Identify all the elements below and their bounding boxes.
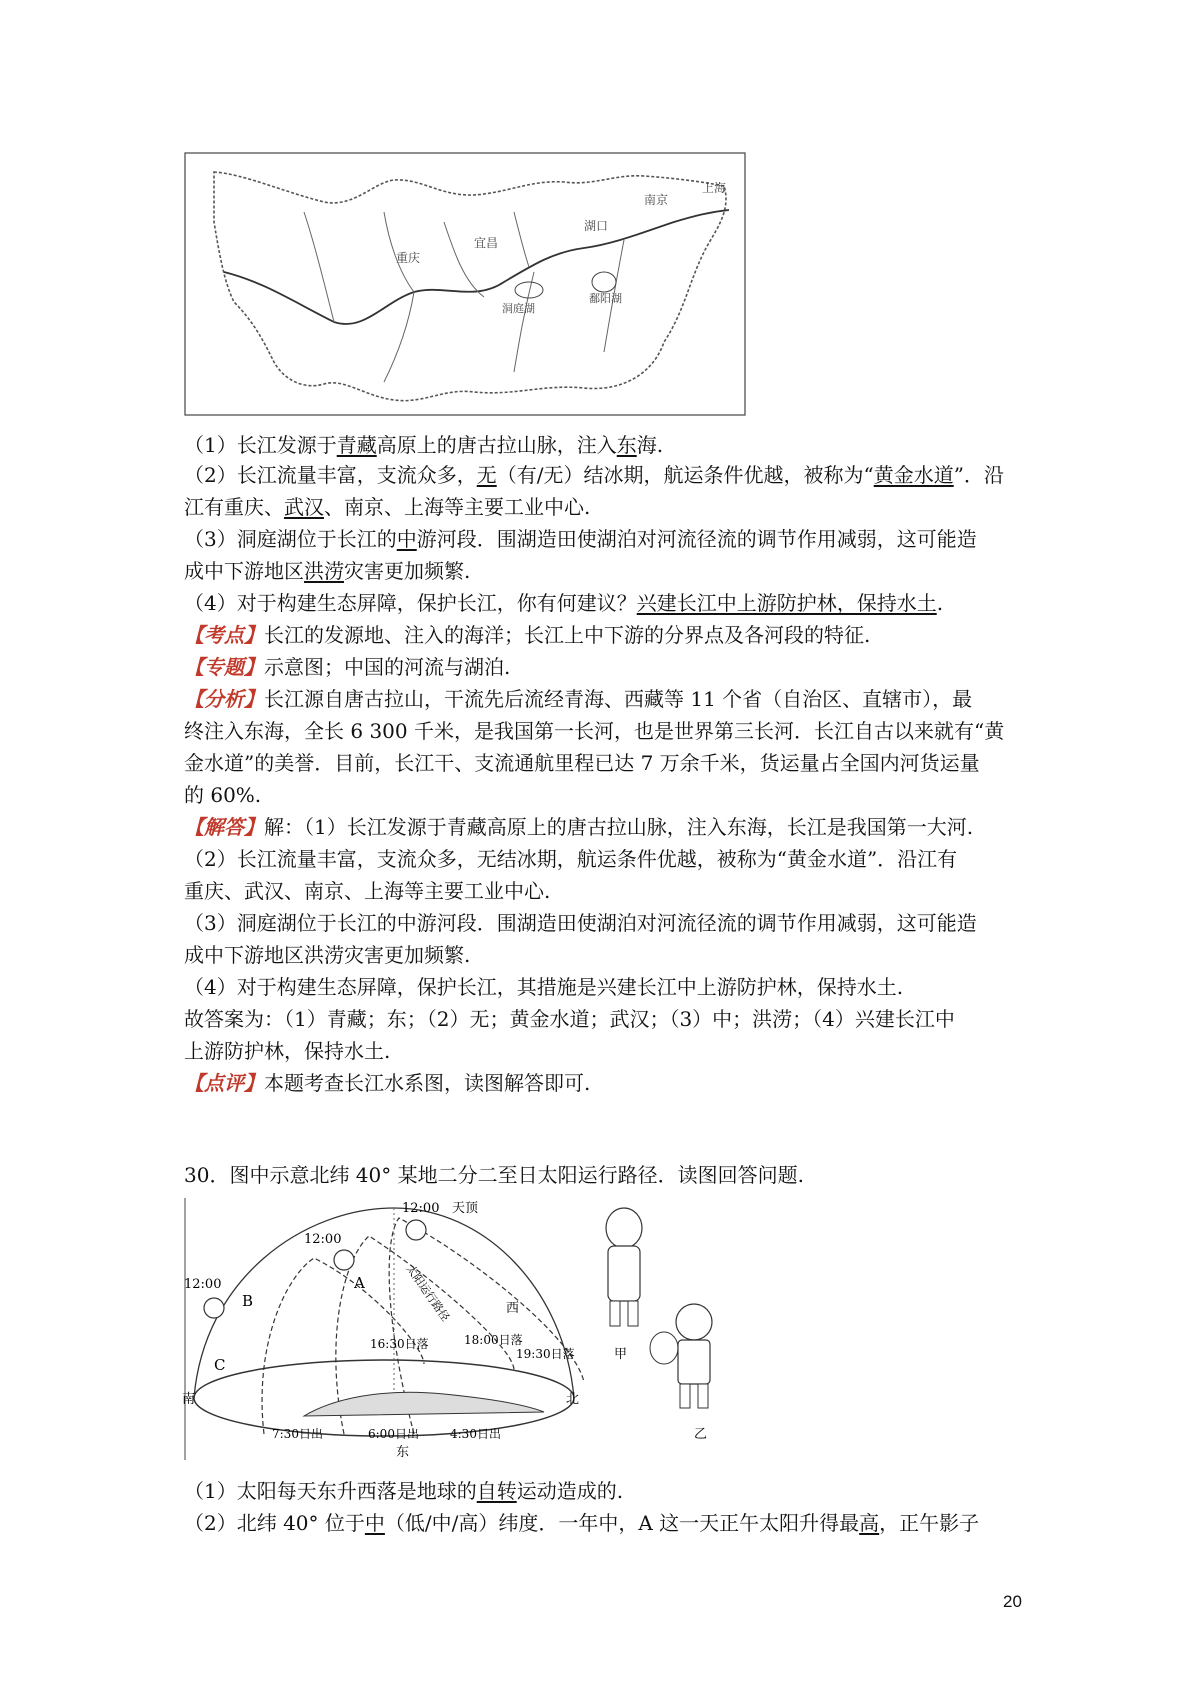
label-nanjing: 南京 [644, 193, 669, 207]
label-shanghai: 上海 [702, 181, 727, 195]
jieda-line: 重庆、武汉、南京、上海等主要工业中心. [184, 879, 551, 903]
sunrise-label: 6:00日出 [368, 1427, 419, 1441]
person-a-figure [606, 1208, 642, 1326]
sun-icon [334, 1250, 354, 1270]
label-dongting: 洞庭湖 [502, 302, 535, 315]
jieda-section: 【解答】解：（1）长江发源于青藏高原上的唐古拉山脉，注入东海，长江是我国第一大河. [184, 815, 974, 839]
q30-part2: （2）北纬 40° 位于中（低/中/高）纬度．一年中，A 这一天正午太阳升得最高，正午影子 [184, 1511, 980, 1535]
person-b-label: 乙 [694, 1427, 708, 1442]
fenxi-tag: 【分析】 [184, 687, 264, 711]
west-label: 西 [506, 1301, 520, 1316]
noon-time-label: 12:00 [402, 1201, 440, 1216]
jieda-line: （3）洞庭湖位于长江的中游河段．围湖造田使湖泊对河流径流的调节作用减弱，这可能造 [184, 911, 977, 935]
page-number: 20 [1003, 1592, 1022, 1611]
sun-path-figure [184, 1198, 1004, 1464]
east-label: 东 [396, 1445, 410, 1460]
q29-part4: （4）对于构建生态屏障，保护长江，你有何建议？兴建长江中上游防护林，保持水土. [184, 591, 944, 615]
person-a-label: 甲 [614, 1347, 628, 1362]
noon-time-label: 12:00 [184, 1277, 222, 1292]
letter-a: A [354, 1274, 365, 1292]
answer-blank: 青藏 [336, 433, 377, 457]
label-chongqing: 重庆 [396, 251, 421, 265]
label-yichang: 宜昌 [474, 236, 499, 250]
answer-blank: 高 [859, 1511, 880, 1535]
label-hukou: 湖口 [584, 219, 609, 233]
sun-icon [204, 1298, 224, 1318]
south-label: 南 [182, 1392, 196, 1407]
label-poyang: 鄱阳湖 [589, 292, 622, 305]
letter-c: C [214, 1356, 226, 1374]
jieda-line: （4）对于构建生态屏障，保护长江，其措施是兴建长江中上游防护林，保持水土. [184, 975, 904, 999]
jieda-line: 上游防护林，保持水土. [184, 1039, 391, 1063]
answer-blank: 东 [616, 433, 637, 457]
answer-blank: 中 [396, 527, 417, 551]
answer-blank: 武汉 [284, 495, 324, 519]
fenxi-line: 金水道”的美誉．目前，长江干、支流通航里程已达 7 万余千米，货运量占全国内河货运量 [184, 751, 980, 775]
q29-part2: （2）长江流量丰富，支流众多，无（有/无）结冰期，航运条件优越，被称为“黄金水道”．沿 [184, 463, 1004, 487]
person-b-figure [650, 1304, 712, 1408]
q30-title: 30．图中示意北纬 40° 某地二分二至日太阳运行路径．读图回答问题. [184, 1163, 804, 1187]
answer-blank: 自转 [476, 1479, 517, 1503]
zhuanti-tag: 【专题】 [184, 655, 264, 679]
jieda-line: 故答案为：（1）青藏；东；（2）无；黄金水道；武汉；（3）中；洪涝；（4）兴建长江中 [184, 1007, 955, 1031]
north-label: 北 [566, 1392, 580, 1407]
sunset-label: 18:00日落 [464, 1333, 523, 1347]
jieda-line: 成中下游地区洪涝灾害更加频繁. [184, 943, 471, 967]
dianping-tag: 【点评】 [184, 1071, 264, 1095]
kaodian-tag: 【考点】 [184, 623, 264, 647]
landscape-icon [304, 1392, 544, 1416]
zenith-label: 天顶 [452, 1201, 479, 1216]
yangtze-map-figure [184, 152, 746, 420]
noon-time-label: 12:00 [304, 1232, 342, 1247]
q29-part2-cont: 江有重庆、武汉、南京、上海等主要工业中心. [184, 495, 591, 519]
sun-path-diagram [184, 1198, 1004, 1460]
sunrise-label: 7:30日出 [272, 1427, 323, 1441]
fenxi-section: 【分析】长江源自唐古拉山，干流先后流经青海、西藏等 11 个省（自治区、直辖市），最 [184, 687, 973, 711]
sunset-label: 19:30日落 [516, 1347, 575, 1361]
sunset-label: 16:30日落 [370, 1337, 429, 1351]
answer-blank: 兴建长江中上游防护林，保持水土 [636, 591, 937, 615]
q30-part1: （1）太阳每天东升西落是地球的自转运动造成的. [184, 1479, 624, 1503]
letter-b: B [242, 1292, 254, 1310]
zhuanti-section: 【专题】示意图；中国的河流与湖泊. [184, 655, 511, 679]
answer-blank: 中 [364, 1511, 385, 1535]
q29-part1: （1）长江发源于青藏高原上的唐古拉山脉，注入东海. [184, 433, 664, 457]
answer-blank: 无 [476, 463, 497, 487]
fenxi-line: 终注入东海，全长 6 300 千米，是我国第一长河，也是世界第三长河．长江自古以来就有“黄 [184, 719, 1005, 743]
jieda-line: （2）长江流量丰富，支流众多，无结冰期，航运条件优越，被称为“黄金水道”．沿江有 [184, 847, 958, 871]
yangtze-map [184, 152, 746, 416]
answer-blank: 黄金水道 [873, 463, 954, 487]
sun-icon [406, 1220, 426, 1240]
fenxi-line: 的 60%. [184, 783, 262, 807]
kaodian-section: 【考点】长江的发源地、注入的海洋；长江上中下游的分界点及各河段的特征. [184, 623, 871, 647]
q29-part3-cont: 成中下游地区洪涝灾害更加频繁. [184, 559, 471, 583]
answer-blank: 洪涝 [304, 559, 344, 583]
dianping-section: 【点评】本题考查长江水系图，读图解答即可. [184, 1071, 591, 1095]
sun-path-label: 太阳运行路径 [403, 1262, 453, 1324]
q29-part3: （3）洞庭湖位于长江的中游河段．围湖造田使湖泊对河流径流的调节作用减弱，这可能造 [184, 527, 977, 551]
sunrise-label: 4:30日出 [450, 1427, 501, 1441]
jieda-tag: 【解答】 [184, 815, 264, 839]
